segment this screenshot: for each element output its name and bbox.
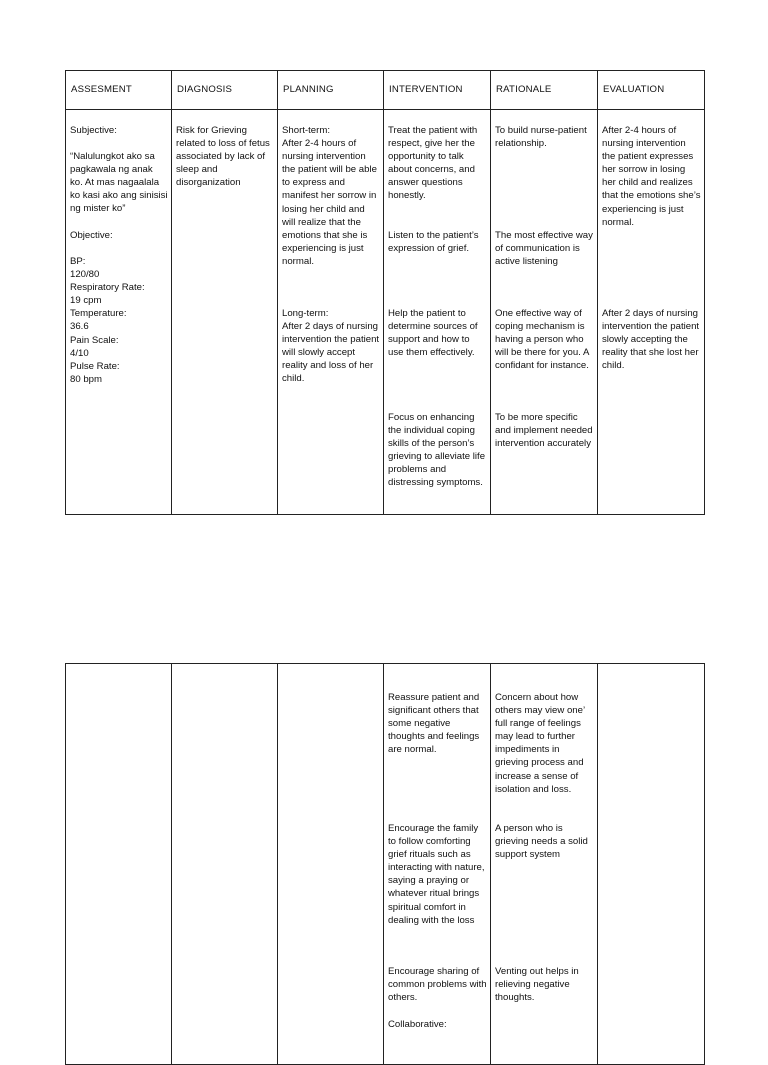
intervention-item: Reassure patient and significant others that some negative thoughts and feelings are normal. [388, 692, 480, 756]
long-term-goal: Long-term: After 2 days of nursing intervention the patient will slowly accept reality and loss of her child. [282, 308, 380, 385]
header-diagnosis: DIAGNOSIS [172, 71, 278, 110]
header-row [66, 71, 705, 110]
rationale-cell [491, 664, 598, 1065]
intervention-cell [384, 664, 491, 1065]
planning-cell [278, 664, 384, 1065]
subjective-label: Subjective: [70, 125, 117, 136]
subjective-quote: “Nalulungkot ako sa pagkawala ng anak ko. At mas nagaalala ko kasi ako ang sinisisi ng mister ko” [70, 151, 168, 215]
vital-signs: BP: 120/80 Respiratory Rate: 19 cpm Temperature: 36.6 Pain Scale: 4/10 Pulse Rate: 80 bpm [70, 256, 145, 385]
rationale-item: The most effective way of communication is active listening [495, 230, 593, 268]
rationale-cell [491, 110, 598, 515]
header-rationale: RATIONALE [491, 71, 598, 110]
intervention-cell [384, 110, 491, 515]
evaluation-short-term: After 2-4 hours of nursing intervention the patient expresses her sorrow in losing her child and realizes that the emotions she’s experiencing is just normal. [602, 125, 701, 228]
intervention-item: Encourage the family to follow comforting grief rituals such as interacting with nature, saying a praying or whatever ritual brings spiritual comfort in dealing with the loss [388, 823, 485, 926]
planning-cell [278, 110, 384, 515]
evaluation-long-term: After 2 days of nursing intervention the patient slowly accepting the reality that she lost her child. [602, 308, 700, 372]
nursing-diagnosis: Risk for Grieving related to loss of fetus associated by lack of sleep and disorganization [176, 125, 270, 189]
intervention-item: Encourage sharing of common problems with others. [388, 966, 487, 1004]
intervention-item: Listen to the patient’s expression of grief. [388, 230, 479, 255]
rationale-item: A person who is grieving needs a solid support system [495, 823, 588, 861]
intervention-item: Help the patient to determine sources of support and how to use them effectively. [388, 308, 478, 359]
rationale-item: One effective way of coping mechanism is having a person who will be there for you. A confidant for instance. [495, 308, 589, 372]
collaborative-label: Collaborative: [388, 1019, 447, 1030]
rationale-item: To be more specific and implement needed intervention accurately [495, 412, 593, 450]
rationale-item: Concern about how others may view one’ full range of feelings may lead to further impediments in grieving process and increase a sense of isolation and loss. [495, 692, 585, 795]
short-term-goal: Short-term: After 2-4 hours of nursing intervention the patient will be able to express and manifest her sorrow in losing her child and will realize that the emotions that she is experiencing is just normal. [282, 125, 377, 267]
continuation-row [66, 664, 705, 1065]
care-plan-table-2 [65, 663, 705, 1065]
evaluation-cell [598, 664, 705, 1065]
care-plan-table-1 [65, 70, 705, 515]
header-intervention: INTERVENTION [384, 71, 491, 110]
assessment-cell [66, 664, 172, 1065]
intervention-item: Treat the patient with respect, give her the opportunity to talk about concerns, and answer questions honestly. [388, 125, 478, 202]
evaluation-cell [598, 110, 705, 515]
header-assessment: ASSESMENT [66, 71, 172, 110]
header-planning: PLANNING [278, 71, 384, 110]
rationale-item: To build nurse-patient relationship. [495, 125, 587, 150]
objective-label: Objective: [70, 230, 113, 241]
header-evaluation: EVALUATION [598, 71, 705, 110]
rationale-item: Venting out helps in relieving negative thoughts. [495, 966, 579, 1004]
diagnosis-cell [172, 664, 278, 1065]
intervention-item: Focus on enhancing the individual coping skills of the person’s grieving to alleviate life problems and distressing symptoms. [388, 412, 486, 489]
assessment-cell [66, 110, 172, 515]
content-row [66, 110, 705, 515]
diagnosis-cell [172, 110, 278, 515]
